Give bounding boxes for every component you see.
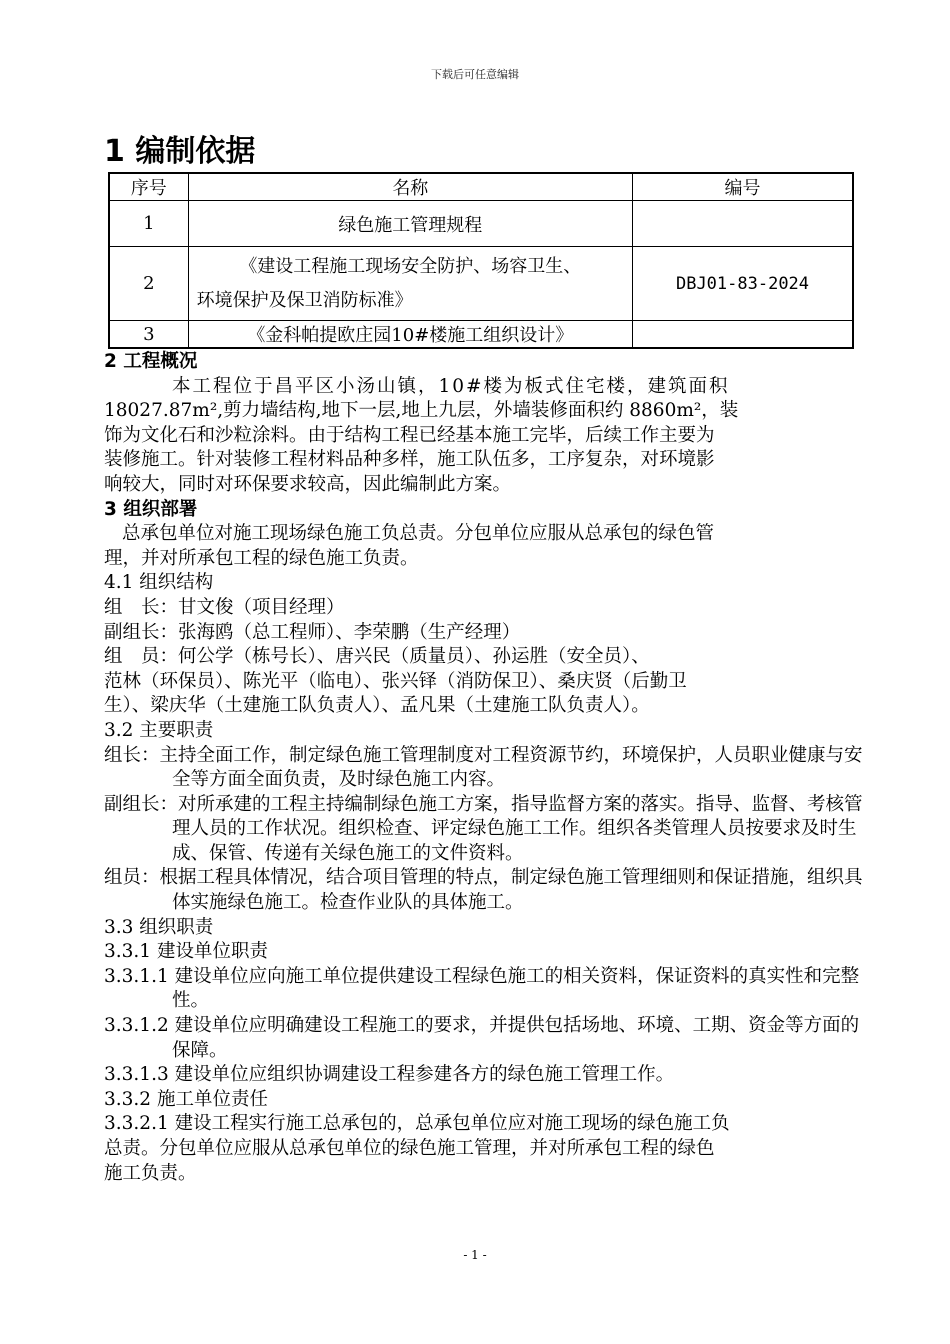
page-header: 下载后可任意编辑: [431, 68, 519, 81]
basis-table: [108, 172, 854, 349]
overview-line: 18027.87m²,剪力墙结构,地下一层,地上九层，外墙装修面积约 8860m²，装: [104, 400, 739, 422]
clause-3-3-1-1: 3.3.1.1 建设单位应向施工单位提供建设工程绿色施工的相关资料，保证资料的真实性和完整性。: [104, 965, 860, 1012]
row-name-line: 环境保护及保卫消防标准》: [196, 289, 413, 311]
row-code: [633, 201, 853, 247]
subsection-title-duties: 3.2 主要职责: [104, 719, 214, 741]
table-row: [109, 247, 853, 321]
header-code: 编号: [633, 173, 853, 201]
members-line: 组 员：何公学（栋号长）、唐兴民（质量员）、孙运胜（安全员）、: [104, 646, 650, 668]
table-row: [109, 321, 853, 349]
overview-line: 装修施工。针对装修工程材料品种多样，施工队伍多，工序复杂，对环境影: [104, 449, 715, 471]
organization-line: 总承包单位对施工现场绿色施工负总责。分包单位应服从总承包的绿色管: [122, 523, 715, 545]
duty-vice-leader: 副组长：对所承建的工程主持编制绿色施工方案，指导监督方案的落实。指导、监督、考核管理人员的工作状况。组织检查、评定绿色施工工作。组织各类管理人员按要求及时生成、保管、传递有关绿色施工的文件资料。: [104, 793, 863, 864]
subsection-title-owner: 3.3.1 建设单位职责: [104, 941, 268, 963]
table-header-row: [109, 173, 853, 201]
row-no: 2: [109, 247, 188, 321]
vice-leader-line: 副组长：张海鸥（总工程师）、李荣鹏（生产经理）: [104, 621, 521, 643]
organization-line: 理，并对所承包工程的绿色施工负责。: [104, 547, 419, 569]
overview-line: 饰为文化石和沙粒涂料。由于结构工程已经基本施工完毕，后续工作主要为: [104, 424, 715, 446]
section-title-basis: 1 编制依据: [104, 134, 256, 169]
clause-3-3-2-1-line: 施工负责。: [104, 1162, 197, 1184]
row-no: 1: [109, 201, 188, 247]
row-code: [633, 321, 853, 349]
duty-leader: 组长：主持全面工作，制定绿色施工管理制度对工程资源节约，环境保护，人员职业健康与安全等方面全面负责，及时绿色施工内容。: [104, 744, 863, 791]
header-name: 名称: [188, 173, 632, 201]
subsection-title-structure: 4.1 组织结构: [104, 572, 214, 594]
members-line: 范林（环保员）、陈光平（临电）、张兴铎（消防保卫）、桑庆贤（后勤卫: [104, 670, 687, 692]
members-line: 生）、梁庆华（土建施工队负责人）、孟凡果（土建施工队负责人）。: [104, 695, 650, 717]
row-name: 《金科帕提欧庄园10#楼施工组织设计》: [188, 321, 632, 349]
row-no: 3: [109, 321, 188, 349]
table-row: [109, 201, 853, 247]
clause-3-3-2-1-line: 3.3.2.1 建设工程实行施工总承包的，总承包单位应对施工现场的绿色施工负: [104, 1113, 730, 1135]
row-code: DBJ01-83-2024: [633, 247, 853, 321]
overview-line: 本工程位于昌平区小汤山镇，10#楼为板式住宅楼，建筑面积: [172, 375, 730, 397]
row-name: [188, 247, 632, 321]
section-title-overview: 2 工程概况: [104, 351, 198, 372]
leader-line: 组 长：甘文俊（项目经理）: [104, 596, 345, 618]
clause-3-3-1-3: 3.3.1.3 建设单位应组织协调建设工程参建各方的绿色施工管理工作。: [104, 1064, 675, 1086]
subsection-title-contractor: 3.3.2 施工单位责任: [104, 1088, 268, 1110]
clause-3-3-1-2: 3.3.1.2 建设单位应明确建设工程施工的要求，并提供包括场地、环境、工期、资金等方面的保障。: [104, 1015, 860, 1061]
section-title-organization: 3 组织部署: [104, 498, 198, 520]
page-number: - 1 -: [463, 1248, 487, 1262]
row-name: 绿色施工管理规程: [188, 201, 632, 247]
header-no: 序号: [109, 173, 188, 201]
subsection-title-org-duties: 3.3 组织职责: [104, 916, 214, 938]
clause-3-3-2-1-line: 总责。分包单位应服从总承包单位的绿色施工管理，并对所承包工程的绿色: [104, 1138, 715, 1159]
document-body: [104, 350, 864, 1186]
overview-line: 响较大，同时对环保要求较高，因此编制此方案。: [104, 473, 512, 495]
row-name-line: 《建设工程施工现场安全防护、场容卫生、: [239, 255, 582, 277]
duty-member: 组员：根据工程具体情况，结合项目管理的特点，制定绿色施工管理细则和保证措施，组织具体实施绿色施工。检查作业队的具体施工。: [104, 867, 863, 914]
